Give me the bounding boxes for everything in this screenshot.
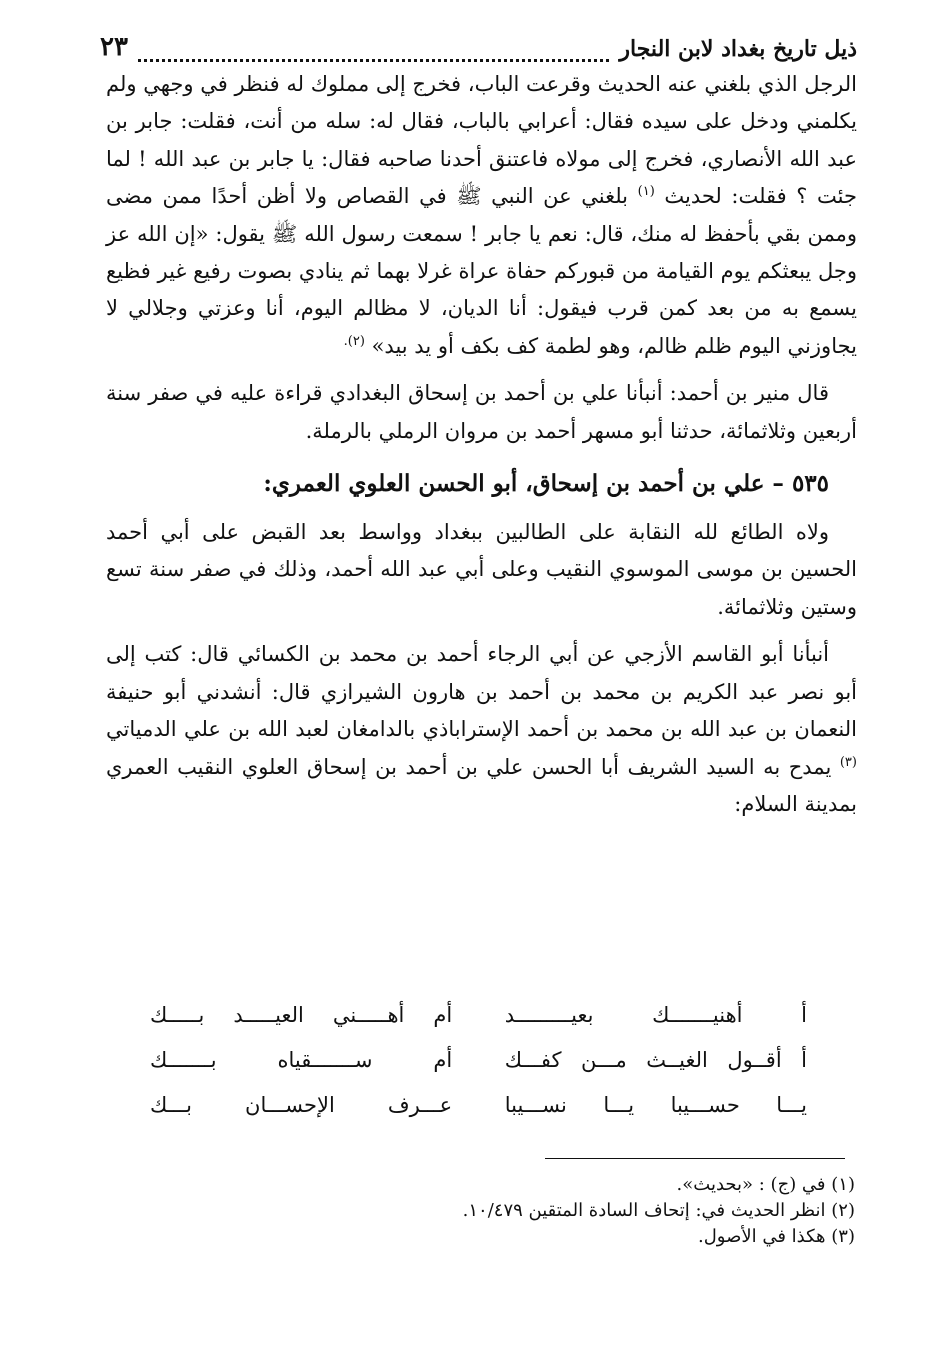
footnote-2: (٢) انظر الحديث في: إتحاف السادة المتقين ١٠/٤٧٩. <box>462 1200 855 1221</box>
poem-hemistich-first: يـــا حســـيبا يـــا نســـيبا <box>504 1092 807 1117</box>
poem-verse <box>150 1082 807 1127</box>
poem-verse <box>150 1037 807 1082</box>
poem-hemistich-second: أم ســـــــقياه بـــــــك <box>150 1047 453 1072</box>
header-dot-leader <box>138 45 609 62</box>
paragraph-poem-intro-part1: أنبأنا أبو القاسم الأزجي عن أبي الرجاء أحمد بن محمد بن الكسائي قال: كتب إلى أبو نصر عبد الكريم بن محمد بن أحمد بن هارون الشيرازي قال: أنشدني أبو حنيفة النعمان بن عبد الله بن محمد بن أحمد الإستراباذي بالدامغان لعبد الله بن علي الدمياتي <box>106 642 857 742</box>
paragraph-biography: ولاه الطائع لله النقابة على الطالبين ببغداد وواسط بعد القبض على أبي أحمد الحسين بن موسى الموسوي النقيب وعلى أبي عبد الله أحمد، وذلك في صفر سنة تسع وستين وثلاثمائة. <box>106 520 857 619</box>
footnotes <box>300 1172 855 1250</box>
footnote-3: (٣) هكذا في الأصول. <box>697 1226 855 1247</box>
main-text <box>106 66 857 823</box>
footnote-ref-1: (١) <box>637 184 655 200</box>
poem-hemistich-second: أم أهـــــني العيـــــد بـــــك <box>150 1002 453 1027</box>
footnote-ref-3: (٣) <box>839 754 857 770</box>
running-header <box>100 26 857 62</box>
poem-hemistich-first: أ أقــول الغيــث مـــن كفـــك <box>504 1047 807 1072</box>
footnote-ref-2: (٢). <box>343 333 365 349</box>
page-number: ٢٣ <box>100 32 128 62</box>
poem-hemistich-first: أ أهنيـــــــك بعيـــــــــد <box>504 1002 807 1027</box>
paragraph-hadith-part2: بلغني عن النبي ﷺ في القصاص ولا أظن أحدًا ممن مضى وممن بقي بأحفظ له منك، قال: نعم يا جابر ! سمعت رسول الله ﷺ يقول: «إن الله عز وجل يبعثكم يوم القيامة من قبوركم حفاة عراة غرلا بهما ثم ينادي بصوت رفيع غير فظيع يسمع به من بعد كمن قرب فيقول: أنا الديان، لا مظالم اليوم، أنا وعزتي وجلالي لا يجاوزني اليوم ظلم ظالم، وهو لطمة كف بكف أو يد بيد» <box>106 184 858 358</box>
paragraph-poem-intro <box>106 636 857 823</box>
paragraph-poem-intro-part2: يمدح به السيد الشريف أبا الحسن علي بن أحمد بن إسحاق العلوي النقيب العمري بمدينة السلام: <box>106 754 857 816</box>
footnote-divider <box>545 1158 845 1159</box>
paragraph-hadith <box>106 66 857 365</box>
paragraph-hadith-part1: الرجل الذي بلغني عنه الحديث وقرعت الباب، فخرج إلى مملوك له فنظر في وجهي ولم يكلمني ودخل على سيده فقال: أعرابي بالباب، فقال له: سله من أنت، فقلت: جابر بن عبد الله الأنصاري، فخرج إلى مولاه فاعتنق أحدنا صاحبه فقال: يا جابر بن عبد الله ! لما جئت ؟ فقلت: لحديث <box>106 72 857 209</box>
poem-verse <box>150 992 807 1037</box>
poem-hemistich-second: عـــرف الإحســـان بـــك <box>150 1092 453 1117</box>
poem <box>150 992 807 1127</box>
footnote-1: (١) في (ج) : «بحديث». <box>676 1174 855 1195</box>
running-title: ذيل تاريخ بغداد لابن النجار <box>619 36 857 62</box>
entry-heading: ٥٣٥ – علي بن أحمد بن إسحاق، أبو الحسن العلوي العمري: <box>263 470 829 498</box>
paragraph-isnad: قال منير بن أحمد: أنبأنا علي بن أحمد بن إسحاق البغدادي قراءة عليه في صفر سنة أربعين وثلاثمائة، حدثنا أبو مسهر أحمد بن مروان الرملي بالرملة. <box>106 381 857 443</box>
